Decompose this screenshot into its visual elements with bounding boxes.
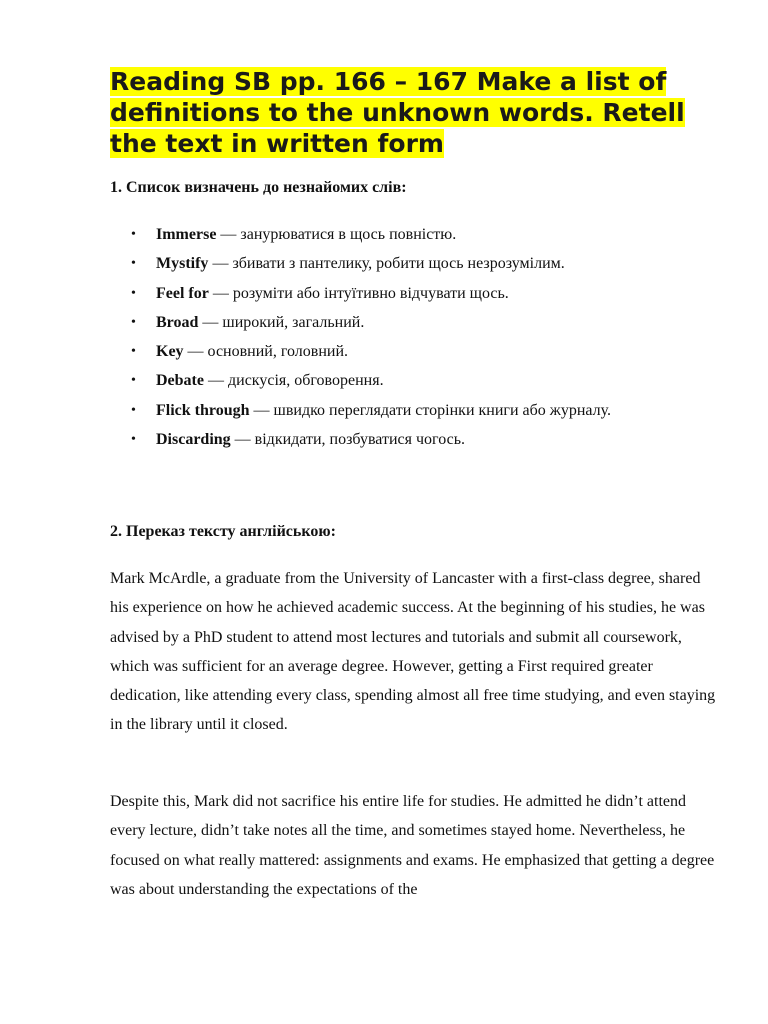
- definition-text: — основний, головний.: [183, 343, 349, 361]
- list-item: [110, 337, 611, 366]
- list-item: [110, 308, 611, 337]
- definition-term: Flick through: [156, 401, 250, 419]
- title-highlight: Reading SB pp. 166 – 167 Make a list of definitions to the unknown words. Retell the text in written form: [110, 67, 685, 158]
- definition-term: Immerse: [156, 226, 217, 243]
- paragraph: Mark McArdle, a graduate from the University of Lancaster with a first-class degree, shared his experience on how he achieved academic success. At the beginning of his studies, he was advised by a PhD student to attend most lectures and tutorials and submit all coursework, which was sufficient for an average degree. However, getting a First required greater dedication, like attending every class, spending almost all free time studying, and even staying in the library until it closed.: [110, 570, 716, 734]
- definition-text: — швидко переглядати сторінки книги або журналу.: [249, 401, 612, 419]
- definition-text: — збивати з пантелику, робити щось незрозумілим.: [208, 255, 565, 273]
- bullet-icon: •: [131, 314, 136, 330]
- section-heading-definitions: 1. Список визначень до незнайомих слів:: [110, 179, 407, 196]
- definition-text: — дискусія, обговорення.: [203, 372, 384, 390]
- bullet-icon: •: [131, 256, 136, 272]
- definition-term: Debate: [156, 372, 204, 390]
- paragraph: Despite this, Mark did not sacrifice his entire life for studies. He admitted he didn’t attend every lecture, didn’t take notes all the time, and sometimes stayed home. Nevertheless, he focused on what really mattered: assignments and exams. He emphasized that getting a degree was about understanding the expectations of the: [110, 793, 715, 898]
- definition-text: — розуміти або інтуїтивно відчувати щось.: [208, 284, 509, 302]
- bullet-icon: •: [131, 432, 136, 448]
- definition-text: — відкидати, позбуватися чогось.: [230, 431, 465, 449]
- bullet-icon: •: [131, 227, 136, 242]
- document-page: [110, 66, 716, 898]
- definition-term: Broad: [156, 313, 199, 331]
- definition-term: Discarding: [156, 431, 231, 449]
- list-item: [110, 220, 611, 249]
- list-item: [110, 425, 611, 454]
- bullet-icon: •: [131, 344, 136, 360]
- definitions-list: [110, 220, 611, 454]
- definition-text: — занурюватися в щось повністю.: [216, 226, 457, 243]
- definition-term: Key: [156, 343, 184, 361]
- bullet-icon: •: [131, 402, 136, 418]
- definition-term: Feel for: [156, 284, 209, 302]
- section-heading-retelling: 2. Переказ тексту англійською:: [110, 523, 336, 540]
- bullet-icon: •: [131, 285, 136, 301]
- definition-text: — широкий, загальний.: [198, 313, 365, 331]
- list-item: [110, 366, 611, 395]
- list-item: [110, 249, 611, 278]
- bullet-icon: •: [131, 373, 136, 389]
- list-item: [110, 396, 611, 425]
- list-item: [110, 279, 611, 308]
- document-title: [110, 66, 716, 159]
- definition-term: Mystify: [156, 255, 209, 273]
